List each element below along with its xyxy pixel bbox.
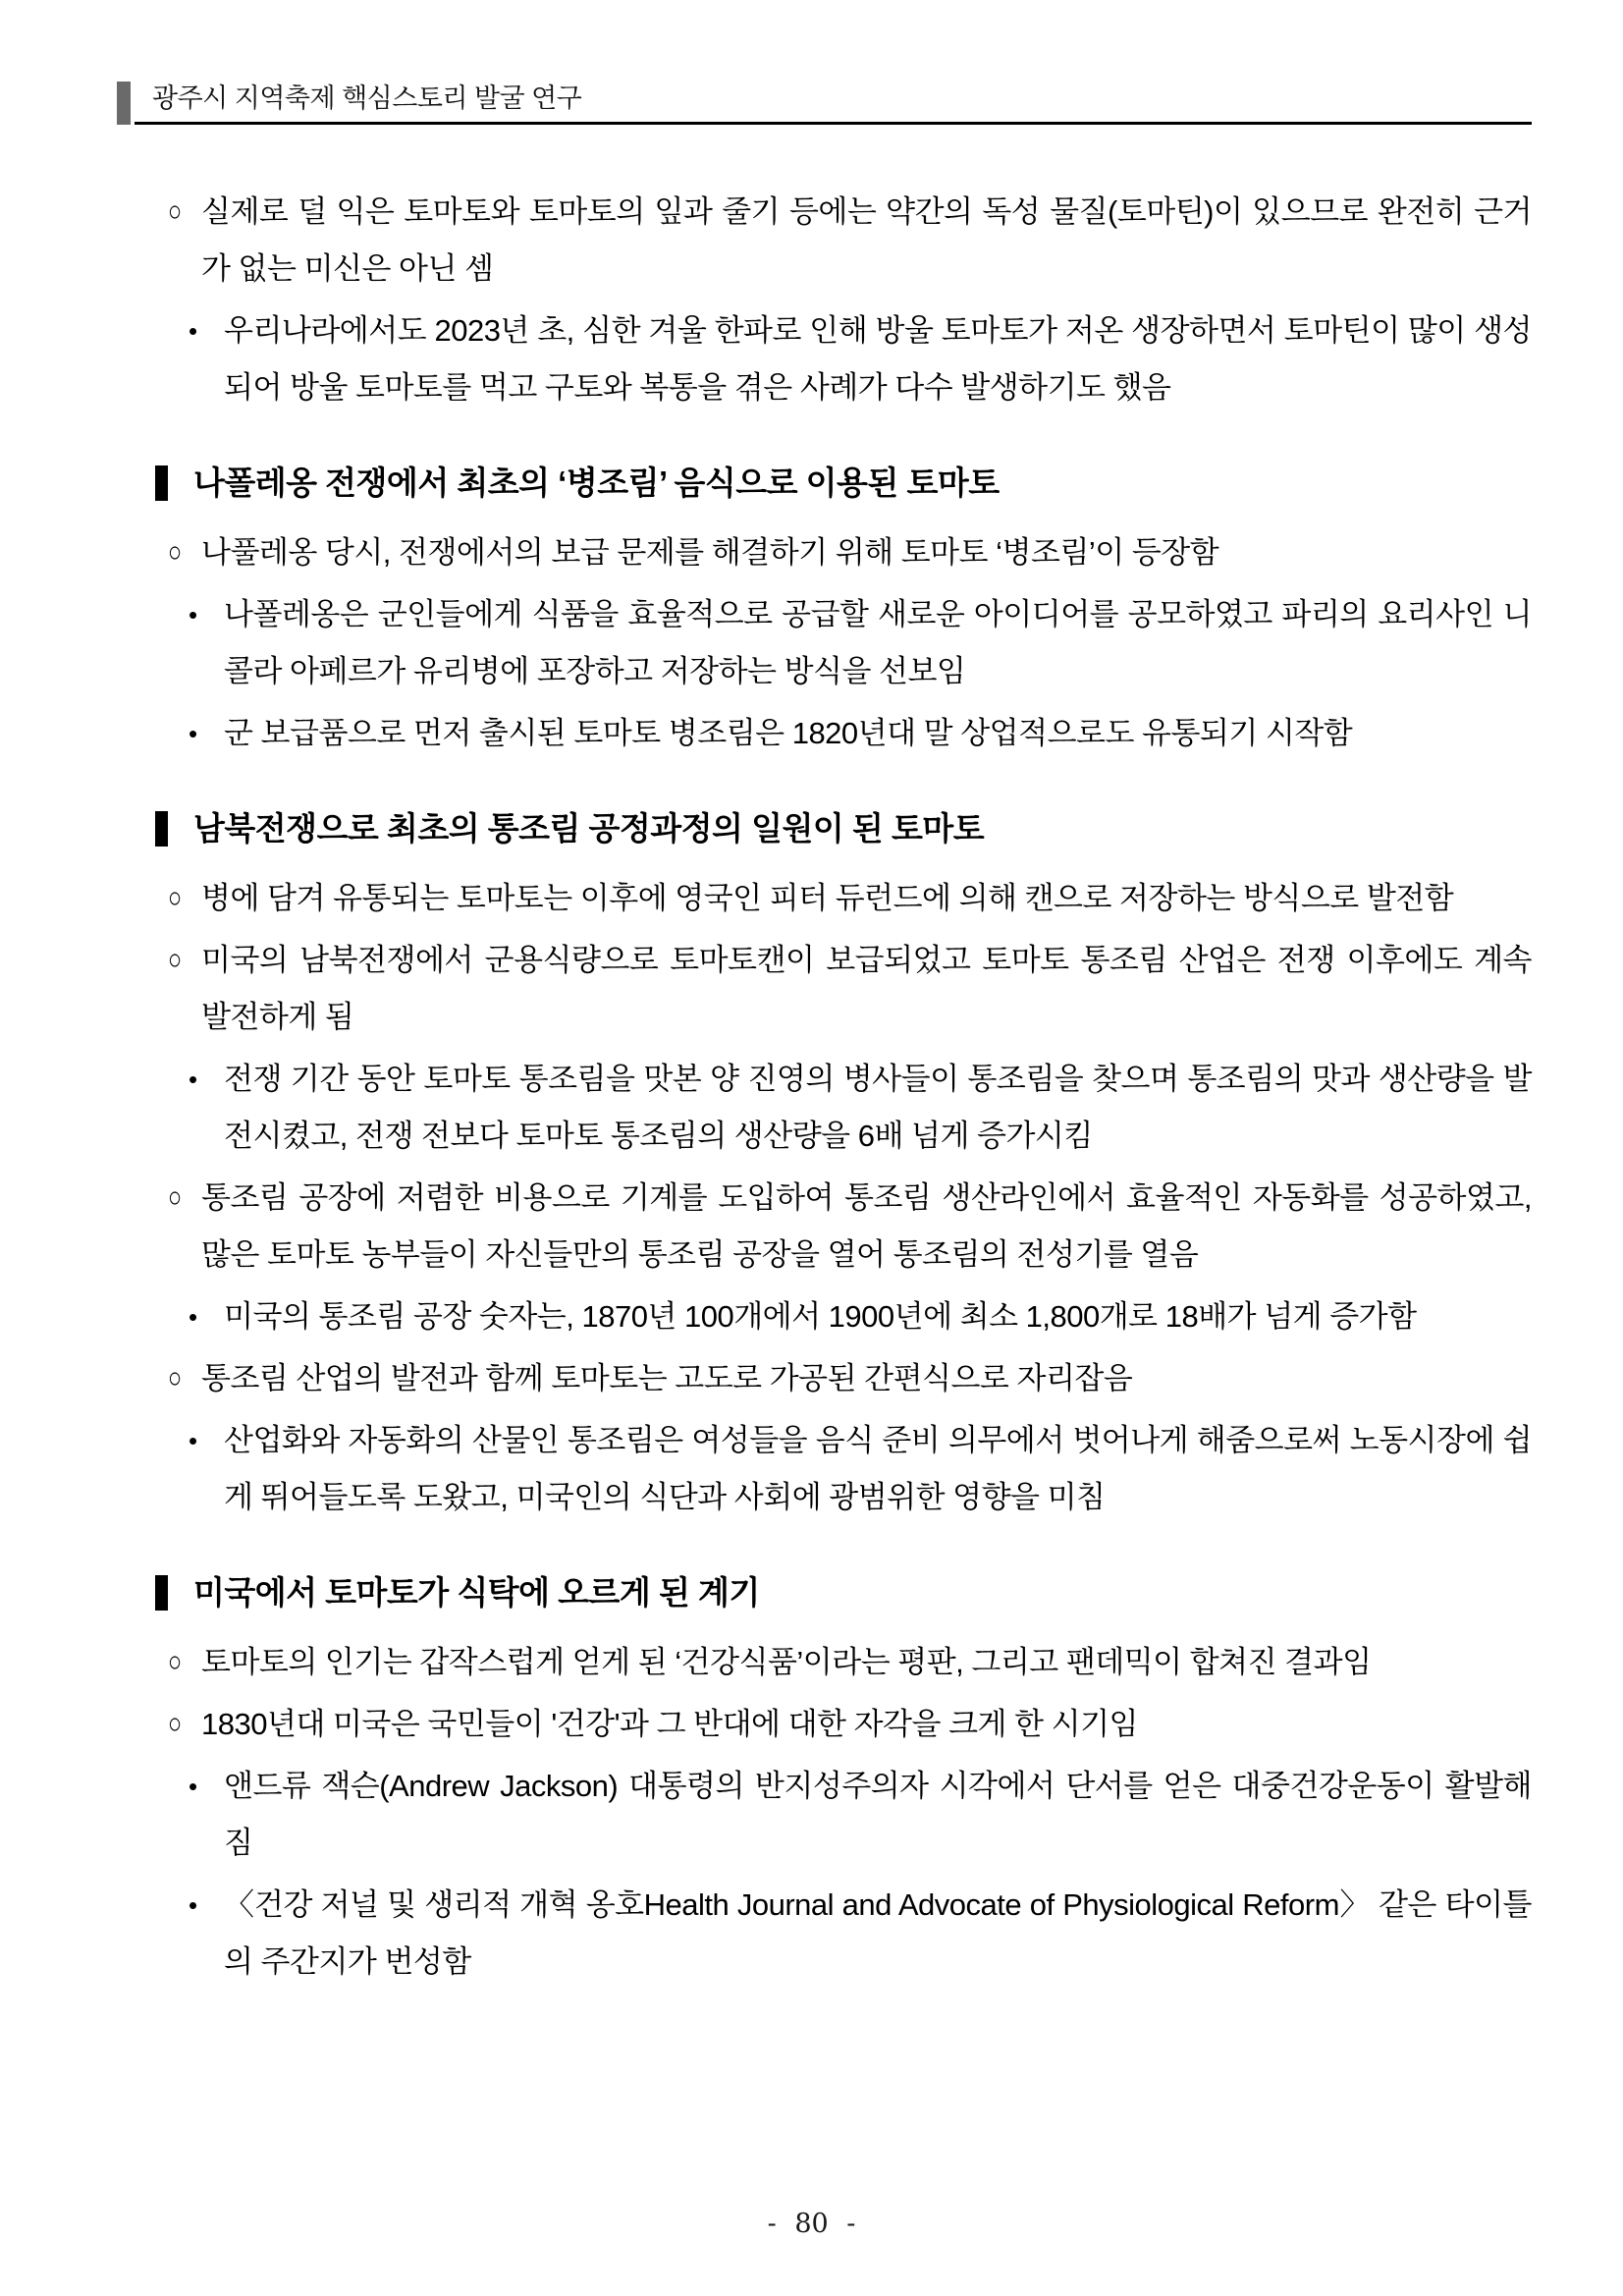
dot-bullet-icon: • (189, 1890, 198, 1920)
list-item-text: 앤드류 잭슨(Andrew Jackson) 대통령의 반지성주의자 시각에서 단서를 얻은 대중건강운동이 활발해짐 (224, 1769, 1532, 1860)
section-heading-text: 남북전쟁으로 최초의 통조림 공정과정의 일원이 된 토마토 (193, 810, 985, 847)
section-heading-text: 미국에서 토마토가 식탁에 오르게 된 계기 (193, 1574, 760, 1611)
list-item-text: 1830년대 미국은 국민들이 '건강'과 그 반대에 대한 자각을 크게 한 시기임 (201, 1707, 1138, 1741)
list-item (189, 705, 1532, 762)
black-rectangle-icon (155, 465, 168, 501)
dot-bullet-icon: • (189, 1065, 198, 1094)
dot-bullet-icon: • (189, 719, 198, 748)
list-item-text: 나풀레옹 당시, 전쟁에서의 보급 문제를 해결하기 위해 토마토 ‘병조림’이 등장함 (201, 535, 1219, 570)
dot-bullet-icon: • (189, 600, 198, 629)
list-item (189, 1412, 1532, 1526)
page-number: - 80 - (767, 2209, 856, 2239)
circle-bullet-icon: ○ (168, 195, 183, 228)
list-item-text: 통조림 공장에 저렴한 비용으로 기계를 도입하여 통조림 생산라인에서 효율적인 자동화를 성공하였고, 많은 토마토 농부들이 자신들만의 통조림 공장을 열어 통조림의 전성기를 열음 (201, 1180, 1533, 1272)
list-item (189, 1877, 1532, 1991)
list-item-text: 〈건강 저널 및 생리적 개혁 옹호Health Journal and Advocate of Physiological Reform〉 같은 타이틀의 주간지가 번성함 (224, 1887, 1532, 1979)
running-header-title: 광주시 지역축제 핵심스토리 발굴 연구 (152, 83, 582, 113)
dot-bullet-icon: • (189, 1426, 198, 1455)
dot-bullet-icon: • (189, 1772, 198, 1801)
list-item-text: 토마토의 인기는 갑작스럽게 얻게 된 ‘건강식품’이라는 평판, 그리고 팬데믹이 합쳐진 결과임 (201, 1645, 1372, 1679)
list-item (168, 184, 1532, 298)
list-item-text: 미국의 남북전쟁에서 군용식량으로 토마토캔이 보급되었고 토마토 통조림 산업은 전쟁 이후에도 계속 발전하게 됨 (201, 943, 1532, 1034)
list-item (168, 524, 1532, 581)
section-heading (155, 1571, 1532, 1614)
list-item (189, 1288, 1532, 1345)
circle-bullet-icon: ○ (168, 882, 183, 914)
list-item (189, 302, 1532, 416)
dot-bullet-icon: • (189, 316, 198, 346)
header-bar-icon (117, 82, 131, 125)
list-item-text: 통조림 산업의 발전과 함께 토마토는 고도로 가공된 간편식으로 자리잡음 (201, 1361, 1133, 1395)
section-heading (155, 807, 1532, 850)
black-rectangle-icon (155, 1575, 168, 1611)
header-rule (135, 77, 1532, 125)
list-item-text: 우리나라에서도 2023년 초, 심한 겨울 한파로 인해 방울 토마토가 저온 생장하면서 토마틴이 많이 생성되어 방울 토마토를 먹고 구토와 복통을 겪은 사례가 다수 발생하기도 했음 (224, 313, 1532, 405)
list-item-text: 산업화와 자동화의 산물인 통조림은 여성들을 음식 준비 의무에서 벗어나게 해줌으로써 노동시장에 쉽게 뛰어들도록 도왔고, 미국인의 식단과 사회에 광범위한 영향을 미침 (224, 1423, 1532, 1514)
circle-bullet-icon: ○ (168, 944, 183, 976)
list-item (189, 586, 1532, 700)
list-item-text: 나폴레옹은 군인들에게 식품을 효율적으로 공급할 새로운 아이디어를 공모하였고 파리의 요리사인 니콜라 아페르가 유리병에 포장하고 저장하는 방식을 선보임 (224, 597, 1532, 688)
list-item-text: 병에 담겨 유통되는 토마토는 이후에 영국인 피터 듀런드에 의해 캔으로 저장하는 방식으로 발전함 (201, 881, 1454, 915)
list-item (189, 1758, 1532, 1872)
list-item-text: 군 보급품으로 먼저 출시된 토마토 병조림은 1820년대 말 상업적으로도 유통되기 시작함 (224, 716, 1353, 750)
list-item-text: 실제로 덜 익은 토마토와 토마토의 잎과 줄기 등에는 약간의 독성 물질(토마틴)이 있으므로 완전히 근거가 없는 미신은 아닌 셈 (201, 194, 1532, 286)
section-heading-text: 나폴레옹 전쟁에서 최초의 ‘병조림’ 음식으로 이용된 토마토 (193, 465, 1000, 501)
list-item-text: 전쟁 기간 동안 토마토 통조림을 맛본 양 진영의 병사들이 통조림을 찾으며 통조림의 맛과 생산량을 발전시켰고, 전쟁 전보다 토마토 통조림의 생산량을 6배 넘게 증가시킴 (224, 1062, 1532, 1153)
list-item (168, 1634, 1532, 1691)
list-item (168, 870, 1532, 927)
list-item (168, 1170, 1532, 1284)
dot-bullet-icon: • (189, 1302, 198, 1332)
circle-bullet-icon: ○ (168, 536, 183, 569)
list-item (168, 1696, 1532, 1753)
section-heading (155, 462, 1532, 505)
black-rectangle-icon (155, 811, 168, 847)
list-item (168, 932, 1532, 1046)
circle-bullet-icon: ○ (168, 1181, 183, 1214)
page-header (117, 77, 1532, 125)
list-item-text: 미국의 통조림 공장 숫자는, 1870년 100개에서 1900년에 최소 1,800개로 18배가 넘게 증가함 (224, 1299, 1417, 1334)
circle-bullet-icon: ○ (168, 1362, 183, 1394)
document-body (0, 184, 1623, 1991)
list-item (168, 1350, 1532, 1407)
circle-bullet-icon: ○ (168, 1646, 183, 1678)
list-item (189, 1051, 1532, 1165)
circle-bullet-icon: ○ (168, 1708, 183, 1740)
